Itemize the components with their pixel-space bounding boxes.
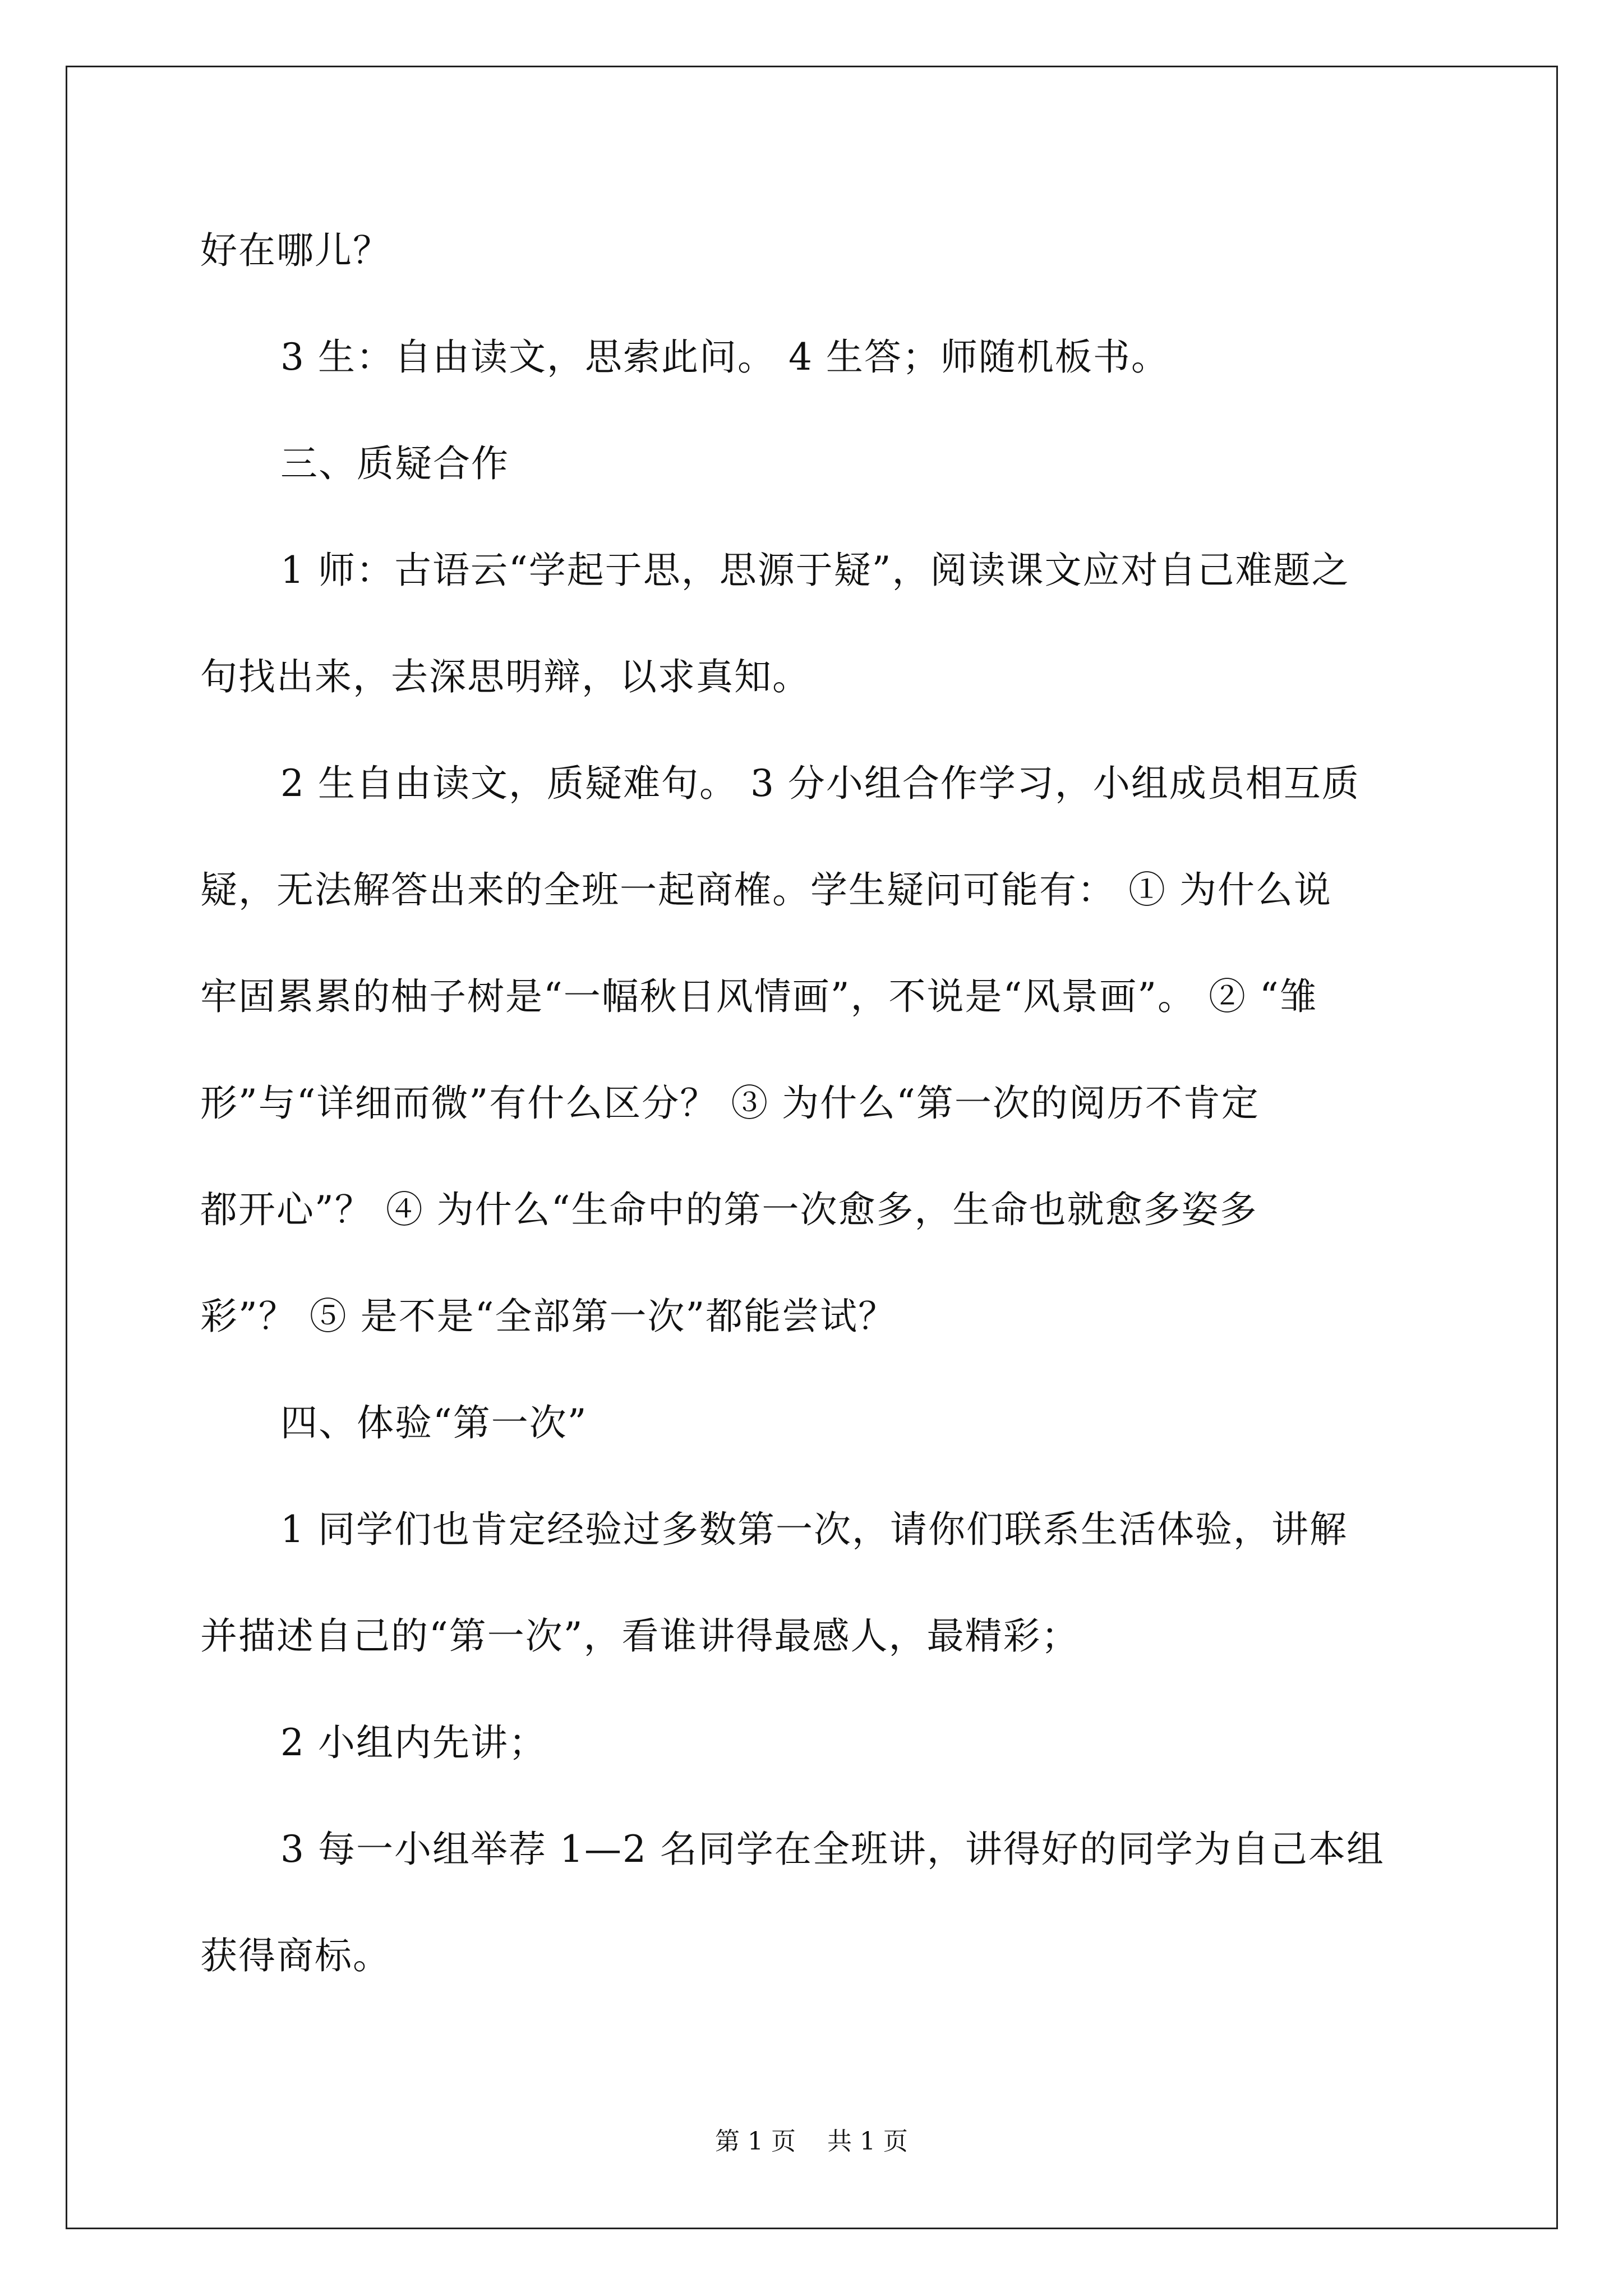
text-line: 2 生自由读文，质疑难句。 3 分小组合作学习，小组成员相互质: [280, 762, 1360, 805]
text-line: 并描述自己的“第一次”，看谁讲得最感人，最精彩；: [200, 1614, 1080, 1658]
text-line: 3 每一小组举荐 1—2 名同学在全班讲，讲得好的同学为自己本组: [280, 1828, 1385, 1871]
text-line: 1 师：古语云“学起于思，思源于疑”，阅读课文应对自己难题之: [280, 549, 1350, 592]
text-line: 好在哪儿？: [200, 229, 391, 272]
text-line: 牢固累累的柚子树是“一幅秋日风情画”，不说是“风景画”。 ② “雏: [200, 975, 1318, 1018]
text-line: 句找出来，去深思明辩，以求真知。: [200, 655, 810, 698]
text-line: 都开心”？ ④ 为什么“生命中的第一次愈多，生命也就愈多姿多: [200, 1188, 1258, 1231]
page-footer: 第 1 页 共 1 页: [715, 2127, 908, 2156]
text-line: 形”与“详细而微”有什么区分？ ③ 为什么“第一次的阅历不肯定: [200, 1082, 1260, 1125]
text-line: 1 同学们也肯定经验过多数第一次，请你们联系生活体验，讲解: [280, 1508, 1348, 1551]
page-border: [66, 66, 1558, 2229]
text-line: 2 小组内先讲；: [280, 1721, 547, 1764]
text-line: 获得商标。: [200, 1934, 391, 1977]
text-line: 疑，无法解答出来的全班一起商榷。学生疑问可能有： ① 为什么说: [200, 868, 1332, 912]
text-line: 3 生：自由读文，思索此问。 4 生答；师随机板书。: [280, 335, 1169, 379]
section-heading: 三、质疑合作: [280, 442, 509, 485]
section-heading: 四、体验“第一次”: [280, 1401, 588, 1444]
text-line: 彩”？ ⑤ 是不是“全部第一次”都能尝试？: [200, 1295, 897, 1338]
